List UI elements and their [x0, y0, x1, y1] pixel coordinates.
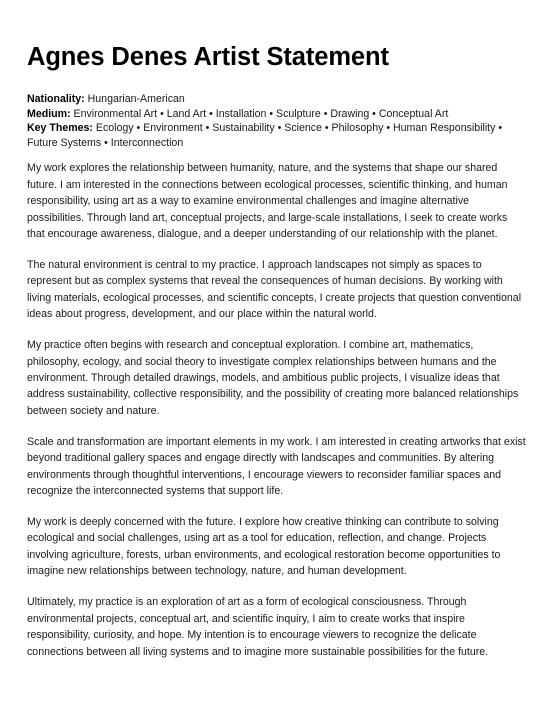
nationality-line — [27, 92, 527, 107]
statement-paragraph: The natural environment is central to my practice. I approach landscapes not simply as spaces to represent but as complex systems that reveal the consequences of human decisions. By working with living materials, ecological processes, and scientific concepts, I create projects that question conventional ideas about progress, development, and our place within the natural world. — [27, 259, 522, 321]
document-page — [27, 42, 527, 675]
statement-paragraph: Ultimately, my practice is an exploration of art as a form of ecological consciousness. Through environmental projects, conceptual art, and scientific inquiry, I aim to create works that inspire responsibility, curiosity, and hope. My intention is to encourage viewers to recognize the delicate connections between all living systems and to imagine more sustainable possibilities for the future. — [27, 596, 489, 658]
statement-body — [27, 160, 527, 660]
document-title: Agnes Denes Artist Statement — [27, 43, 389, 71]
themes-value: Ecology • Environment • Sustainability • Science • Philosophy • Human Responsibility • Future Systems • Interconnection — [27, 122, 503, 149]
themes-label: Key Themes: — [27, 122, 93, 135]
nationality-label: Nationality: — [27, 93, 85, 105]
statement-paragraph: Scale and transformation are important elements in my work. I am interested in creating artworks that exist beyond traditional gallery spaces and engage directly with landscapes and communities. By altering environments through thoughtful interventions, I encourage viewers to reconsider familiar spaces and recognize the interconnected systems that support life. — [27, 435, 526, 498]
medium-label: Medium: — [27, 107, 71, 120]
statement-paragraph: My work explores the relationship between humanity, nature, and the systems that shape our shared future. I am interested in the connections between ecological processes, scientific thinking, and human responsibility, using art as a way to examine environmental challenges and imagine alternative possibilities. Through land art, conceptual projects, and large-scale installations, I seek to create works that encourage awareness, dialogue, and a deeper understanding of our relationship with the planet. — [27, 162, 508, 240]
medium-value: Environmental Art • Land Art • Installation • Sculpture • Drawing • Conceptual Art — [73, 107, 449, 120]
themes-line — [27, 121, 527, 150]
artist-meta — [27, 92, 527, 150]
statement-paragraph: My work is deeply concerned with the future. I explore how creative thinking can contribute to solving ecological and social challenges, using art as a tool for education, reflection, and change. Projects involving agriculture, forests, urban environments, and ecological restoration become opportunities to imagine new relationships between technology, nature, and human development. — [27, 516, 501, 578]
statement-paragraph: My practice often begins with research and conceptual exploration. I combine art, mathematics, philosophy, ecology, and social theory to investigate complex relationships between humans and the environment. Through detailed drawings, models, and ambitious public projects, I visualize ideas that address sustainability, collective responsibility, and the possibility of creating more balanced relationships between society and nature. — [27, 339, 519, 417]
nationality-value: Hungarian-American — [87, 93, 185, 105]
medium-line — [27, 107, 527, 122]
